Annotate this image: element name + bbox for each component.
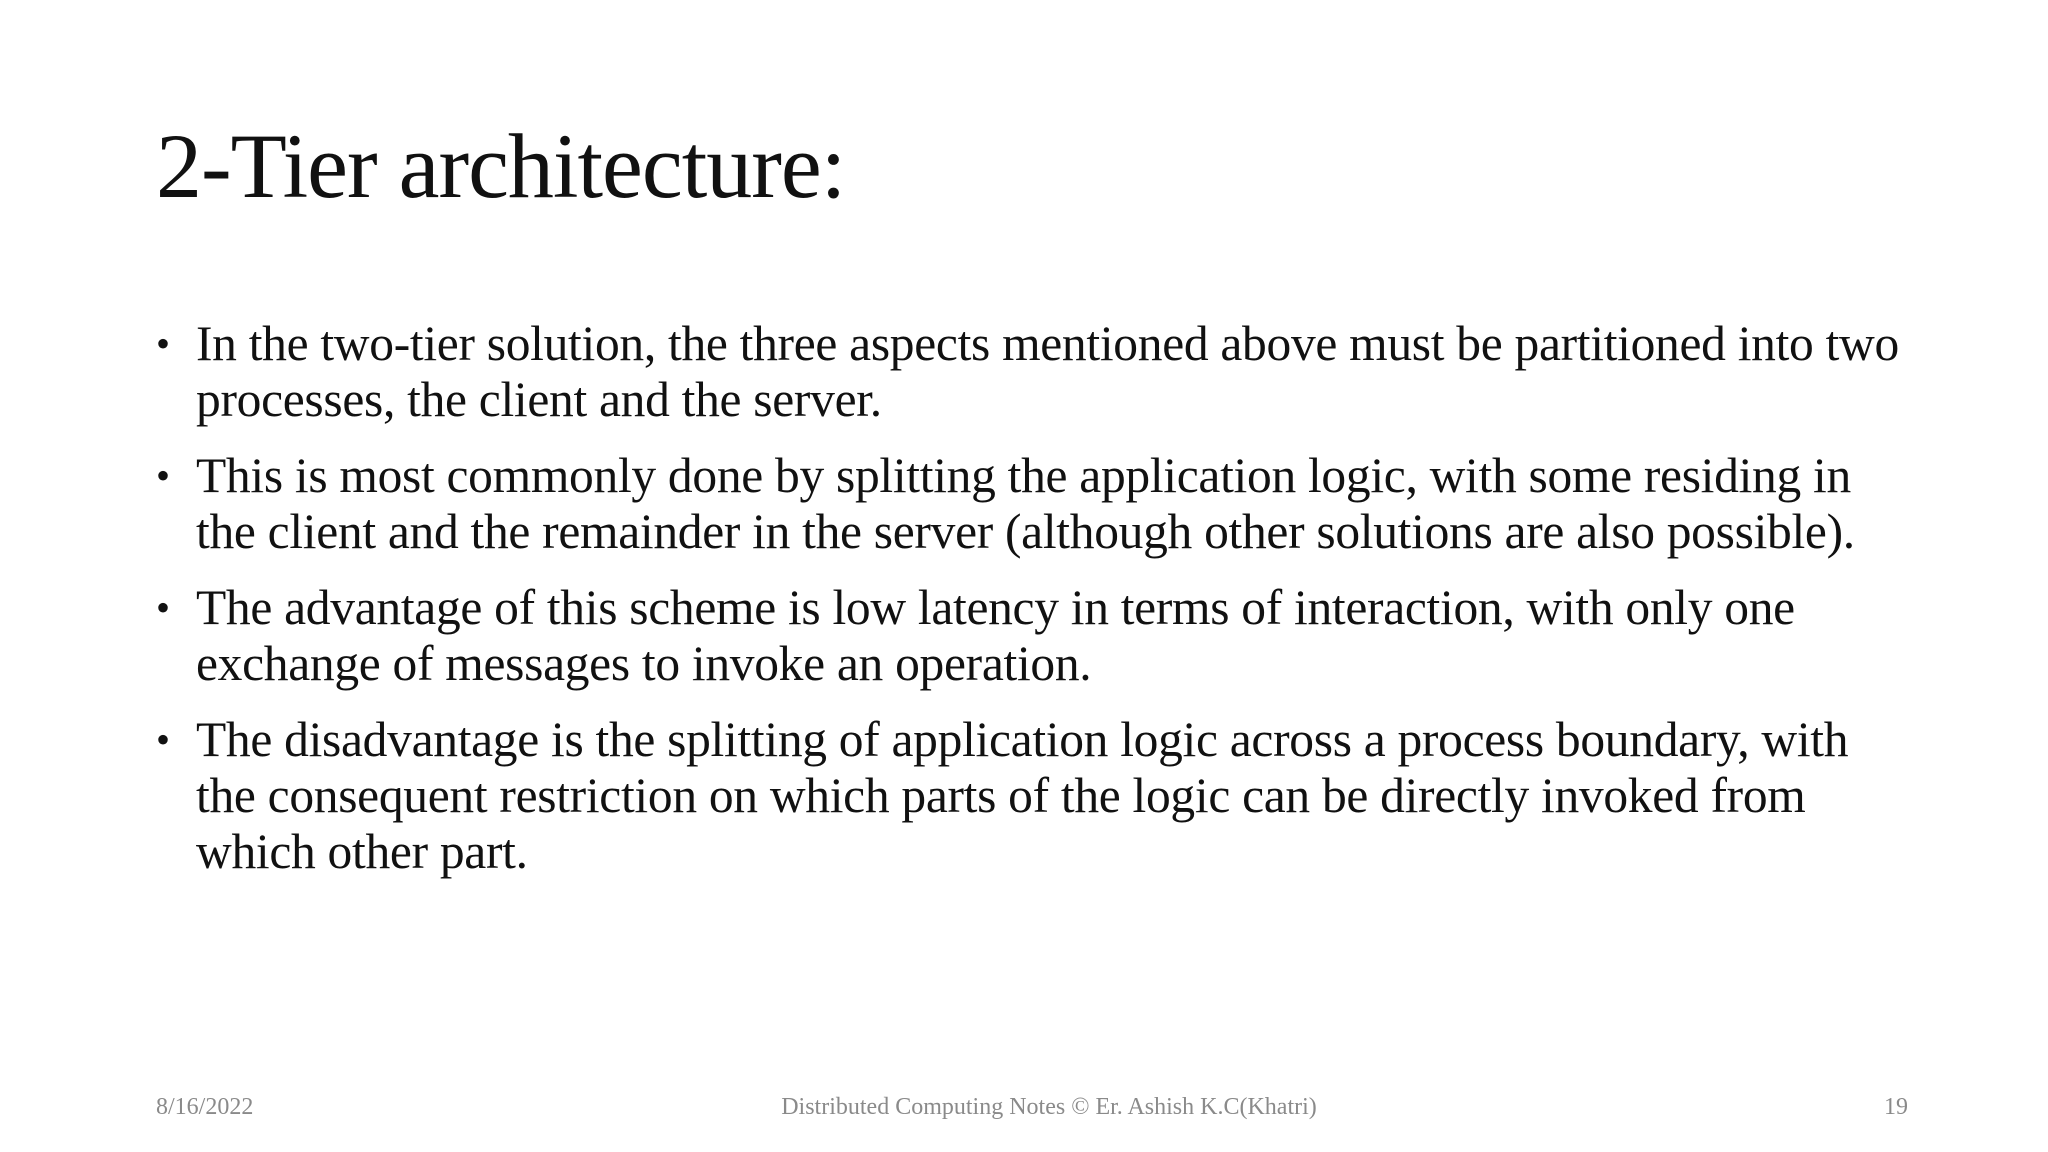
footer-page-number: 19 <box>1884 1094 1908 1120</box>
bullet-item <box>156 580 1916 692</box>
footer-copyright: Distributed Computing Notes © Er. Ashish K.C(Khatri) <box>781 1094 1317 1120</box>
bullet-text: This is most commonly done by splitting the application logic, with some residing in the client and the remainder in the server (although other solutions are also possible). <box>196 448 1855 559</box>
bullet-list <box>156 316 1916 900</box>
bullet-icon: • <box>156 717 170 762</box>
bullet-text: The disadvantage is the splitting of application logic across a process boundary, with the consequent restriction on which parts of the logic can be directly invoked from which other part. <box>196 712 1849 879</box>
slide-title: 2-Tier architecture: <box>156 115 846 217</box>
bullet-icon: • <box>156 585 170 630</box>
bullet-item <box>156 316 1916 428</box>
footer-date: 8/16/2022 <box>156 1094 254 1120</box>
bullet-icon: • <box>156 321 170 366</box>
bullet-text: The advantage of this scheme is low latency in terms of interaction, with only one exchange of messages to invoke an operation. <box>196 580 1795 691</box>
bullet-icon: • <box>156 453 170 498</box>
bullet-item <box>156 448 1916 560</box>
bullet-item <box>156 712 1916 880</box>
bullet-text: In the two-tier solution, the three aspects mentioned above must be partitioned into two processes, the client and the server. <box>196 316 1899 427</box>
